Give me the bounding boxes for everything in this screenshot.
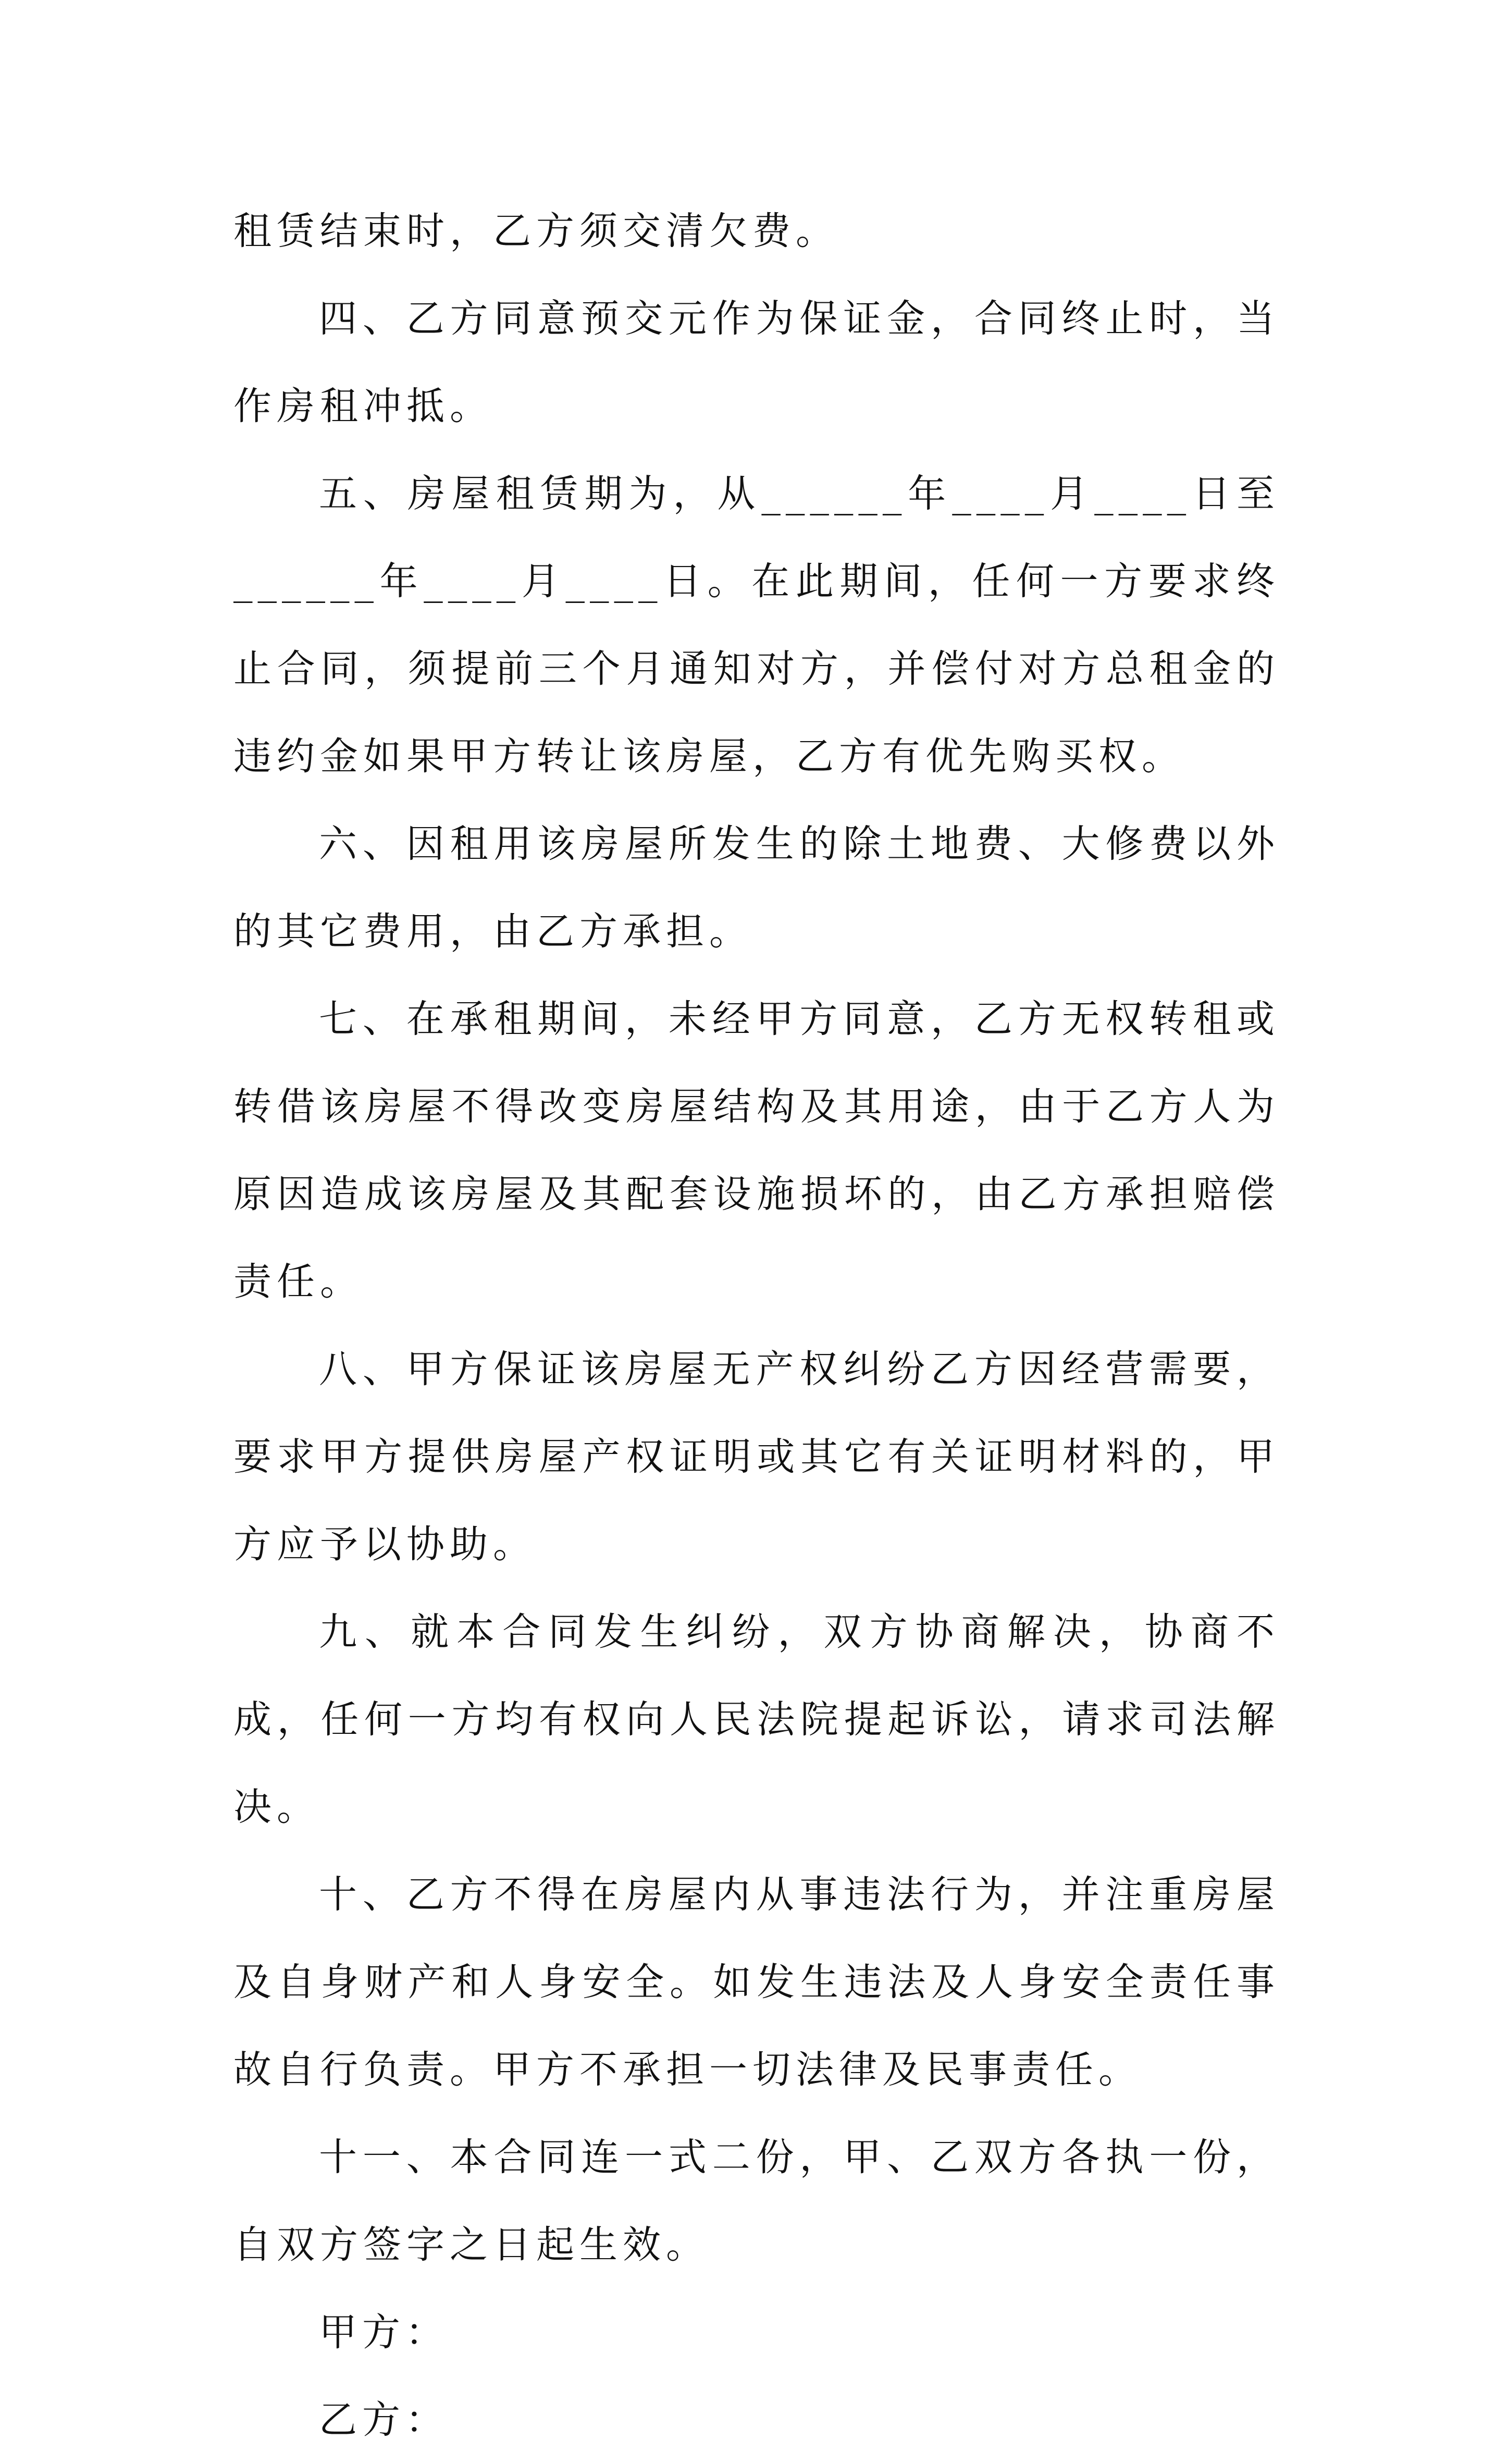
- clause-6-other-fees: 六、因租用该房屋所发生的除土地费、大修费以外的其它费用，由乙方承担。: [233, 822, 1280, 954]
- clause-7-sublease: 七、在承租期间，未经甲方同意，乙方无权转租或转借该房屋不得改变房屋结构及其用途，由于乙方人为原因造成该房屋及其配套设施损坏的，由乙方承担赔偿责任。: [233, 997, 1280, 1304]
- clause-10-lawful-use: 十、乙方不得在房屋内从事违法行为，并注重房屋及自身财产和人身安全。如发生违法及人身安全责任事故自行负责。甲方不承担一切法律及民事责任。: [233, 1872, 1280, 2092]
- clause-5-lease-term: 五、房屋租赁期为，从______年____月____日至______年____月____日。在此期间，任何一方要求终止合同，须提前三个月通知对方，并偿付对方总租金的违约金如果甲方转让该房屋，乙方有优先购买权。: [233, 472, 1280, 779]
- clause-8-property-rights: 八、甲方保证该房屋无产权纠纷乙方因经营需要，要求甲方提供房屋产权证明或其它有关证明材料的，甲方应予以协助。: [233, 1347, 1280, 1567]
- clause-4-deposit: 四、乙方同意预交元作为保证金，合同终止时，当作房租冲抵。: [233, 297, 1280, 428]
- paragraph-rent-settlement: 租赁结束时，乙方须交清欠费。: [233, 209, 839, 253]
- contract-page: [233, 188, 1280, 2464]
- clause-11-copies: 十一、本合同连一式二份，甲、乙双方各执一份，自双方签字之日起生效。: [233, 2135, 1280, 2267]
- party-a-signature-label: 甲方：: [319, 2310, 449, 2355]
- clause-9-disputes: 九、就本合同发生纠纷，双方协商解决，协商不成，任何一方均有权向人民法院提起诉讼，请求司法解决。: [233, 1610, 1280, 1829]
- party-b-signature-label: 乙方：: [319, 2398, 449, 2442]
